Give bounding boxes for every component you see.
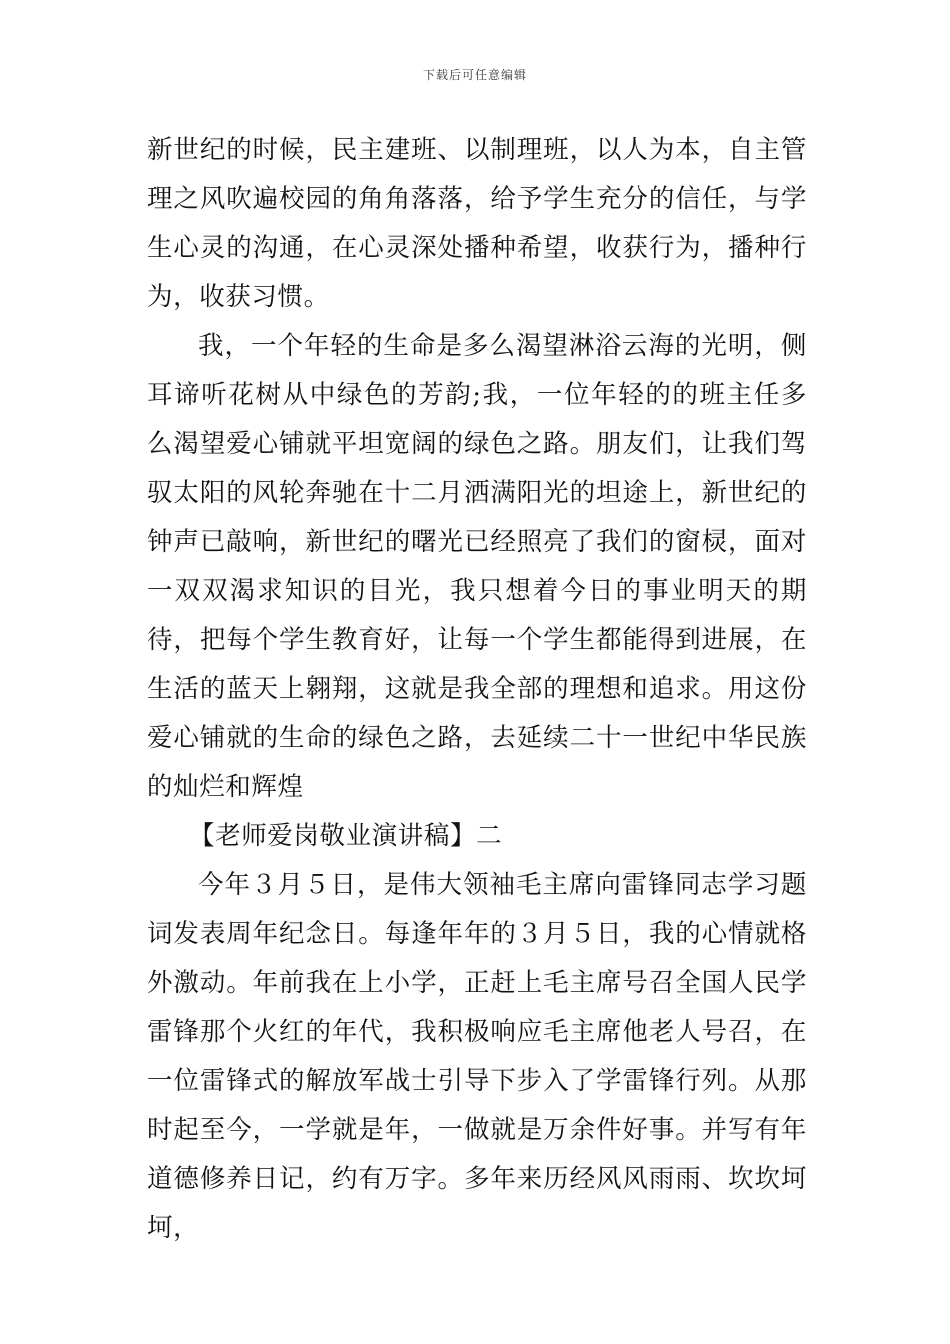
page-header-note: 下载后可任意编辑 bbox=[422, 68, 527, 82]
document-body bbox=[147, 126, 807, 1253]
paragraph-3: 今年３月５日，是伟大领袖毛主席向雷锋同志学习题词发表周年纪念日。每逢年年的３月５日，我的心情就格外激动。年前我在上小学，正赶上毛主席号召全国人民学雷锋那个火红的年代，我积极响应毛主席他老人号召，在一位雷锋式的解放军战士引导下步入了学雷锋行列。从那时起至今，一学就是年，一做就是万余件好事。并写有年道德修养日记，约有万字。多年来历经风风雨雨、坎坎坷坷， bbox=[147, 870, 807, 1243]
paragraph-1: 新世纪的时候，民主建班、以制理班，以人为本，自主管理之风吹遍校园的角角落落，给予学生充分的信任，与学生心灵的沟通，在心灵深处播种希望，收获行为，播种行为，收获习惯。 bbox=[147, 135, 807, 312]
paragraph-2: 我，一个年轻的生命是多么渴望淋浴云海的光明，侧耳谛听花树从中绿色的芳韵;我，一位年轻的的班主任多么渴望爱心铺就平坦宽阔的绿色之路。朋友们，让我们驾驭太阳的风轮奔驰在十二月洒满阳光的坦途上，新世纪的钟声已敲响，新世纪的曙光已经照亮了我们的窗棂，面对一双双渴求知识的目光，我只想着今日的事业明天的期待，把每个学生教育好，让每一个学生都能得到进展，在生活的蓝天上翱翔，这就是我全部的理想和追求。用这份爱心铺就的生命的绿色之路，去延续二十一世纪中华民族的灿烂和辉煌 bbox=[147, 331, 807, 802]
section-heading: 【老师爱岗敬业演讲稿】二 bbox=[189, 821, 503, 851]
